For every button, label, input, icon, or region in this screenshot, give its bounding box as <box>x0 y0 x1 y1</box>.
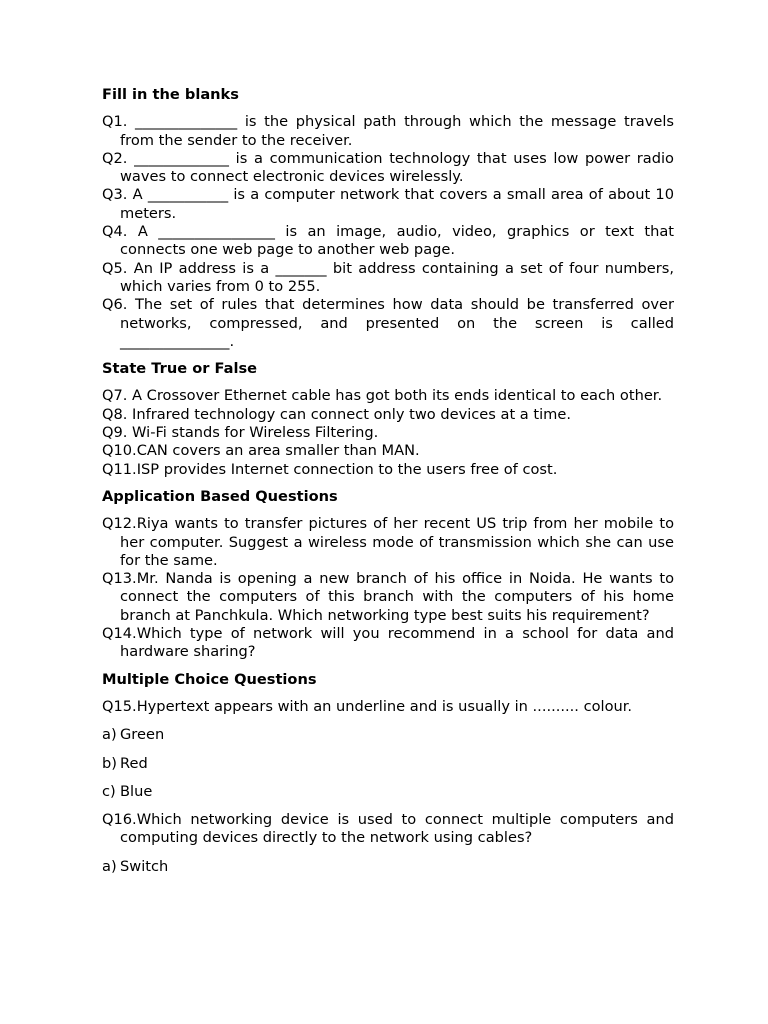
option-text: Blue <box>120 782 153 800</box>
section-heading: State True or False <box>102 360 258 378</box>
question-q1: Q1. ______________ is the physical path through which the message travels from the sender to the receiver. <box>102 113 674 149</box>
section-fill-blanks <box>102 86 674 351</box>
section-heading: Multiple Choice Questions <box>102 670 317 688</box>
question-q16: Q16.Which networking device is used to connect multiple computers and computing devices directly to the network using cables? <box>102 811 674 847</box>
question-q13: Q13.Mr. Nanda is opening a new branch of his office in Noida. He wants to connect the computers of this branch with the computers of his home branch at Panchkula. Which networking type best suits his requirement? <box>102 570 674 624</box>
question-q10: Q10.CAN covers an area smaller than MAN. <box>102 442 420 460</box>
option-item <box>102 783 674 801</box>
question-q14: Q14.Which type of network will you recommend in a school for data and hardware sharing? <box>102 625 674 661</box>
option-item <box>102 726 674 744</box>
option-label: a) <box>102 726 117 744</box>
option-label: c) <box>102 782 116 800</box>
question-q2: Q2. _____________ is a communication technology that uses low power radio waves to connect electronic devices wirelessly. <box>102 149 674 186</box>
question-q9: Q9. Wi-Fi stands for Wireless Filtering. <box>102 424 379 442</box>
question-q5: Q5. An IP address is a _______ bit address containing a set of four numbers, which varies from 0 to 255. <box>102 259 674 295</box>
option-label: a) <box>102 857 117 875</box>
question-q6: Q6. The set of rules that determines how data should be transferred over networks, compressed, and presented on the screen is called _______________. <box>102 296 674 350</box>
section-application <box>102 488 674 662</box>
section-heading: Application Based Questions <box>102 487 338 505</box>
question-q7: Q7. A Crossover Ethernet cable has got both its ends identical to each other. <box>102 387 663 405</box>
option-text: Red <box>120 754 148 772</box>
question-q15: Q15.Hypertext appears with an underline and is usually in .......... colour. <box>102 697 633 715</box>
option-item <box>102 858 674 876</box>
question-q3: Q3. A ___________ is a computer network that covers a small area of about 10 meters. <box>102 186 674 222</box>
option-text: Switch <box>120 857 169 875</box>
question-q8: Q8. Infrared technology can connect only two devices at a time. <box>102 405 571 423</box>
question-q12: Q12.Riya wants to transfer pictures of her recent US trip from her mobile to her computer. Suggest a wireless mode of transmission which she can use for the same. <box>102 515 674 569</box>
question-q11: Q11.ISP provides Internet connection to the users free of cost. <box>102 460 558 478</box>
option-text: Green <box>120 726 165 744</box>
section-mcq <box>102 671 674 876</box>
option-label: b) <box>102 754 117 772</box>
question-q4: Q4. A ________________ is an image, audio, video, graphics or text that connects one web page to another web page. <box>102 223 674 259</box>
worksheet-page <box>102 86 674 885</box>
option-item <box>102 755 674 773</box>
section-true-false <box>102 360 674 479</box>
section-heading: Fill in the blanks <box>102 86 239 103</box>
